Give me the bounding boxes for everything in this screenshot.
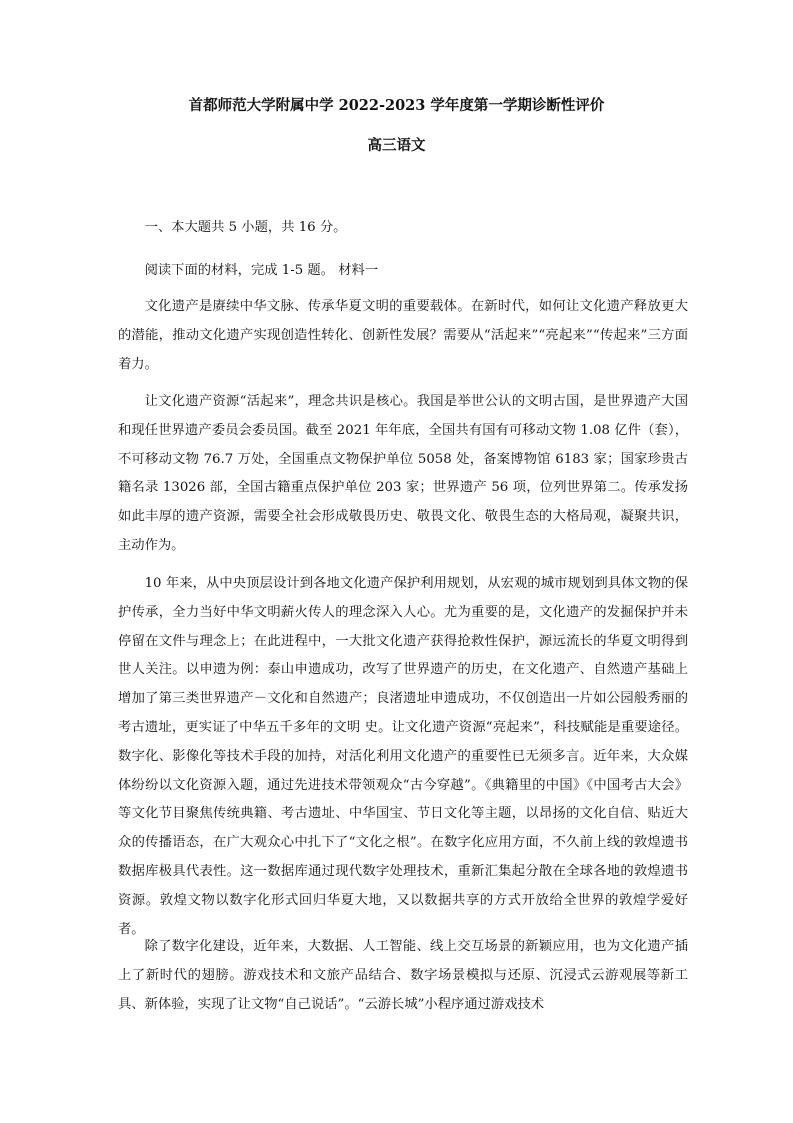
paragraph-1: 文化遗产是赓续中华文脉、传承华夏文明的重要载体。在新时代，如何让文化遗产释放更大的潜能，推动文化遗产实现创造性转化、创新性发展？需要从“活起来”“亮起来”“传起来”三方面着力。	[118, 299, 688, 372]
paragraph-3: 10 年来，从中央顶层设计到各地文化遗产保护利用规划，从宏观的城市规划到具体文物的保护传承，全力当好中华文明薪火传人的理念深入人心。尤为重要的是，文化遗产的发掘保护并未停留在文件与理念上；在此进程中，一大批文化遗产获得抢救性保护，源远流长的华夏文明得到世人关注。以申遗为例：泰山申遗成功，改写了世界遗产的历史，在文化遗产、自然遗产基础上增加了第三类世界遗产－文化和自然遗产；良渚遗址申遗成功，不仅创造出一片如公园般秀丽的考古遗址，更实证了中华五千多年的文明 史。让文化遗产资源“亮起来”，科技赋能是重要途径。数字化、影像化等技术手段的加持，对活化利用文化遗产的重要性已无须多言。近年来，大众媒体纷纷以文化资源入题，通过先进技术带领观众“古今穿越”。《典籍里的中国》《中国考古大会》等文化节目聚焦传统典籍、考古遗址、中华国宝、节日文化等主题，以昂扬的文化自信、贴近大众的传播语态，在广大观众心中扎下了“文化之根”。在数字化应用方面，不久前上线的敦煌遗书数据库极具代表性。这一数据库通过现代数字处理技术，重新汇集起分散在全球各地的敦煌遗书资源。敦煌文物以数字化形式回归华夏大地，又以数据共享的方式开放给全世界的敦煌学爱好者。	[118, 576, 688, 937]
exam-title: 首都师范大学附属中学 2022-2023 学年度第一学期诊断性评价	[188, 97, 605, 114]
paragraph-4: 除了数字化建设，近年来，大数据、人工智能、线上交互场景的新颖应用，也为文化遗产插上了新时代的翅膀。游戏技术和文旅产品结合、数字场景模拟与还原、沉浸式云游观展等新工具、新体验，实现了让文物“自己说话”。“云游长城”小程序通过游戏技术	[118, 939, 688, 1012]
subject-title: 高三语文	[367, 137, 426, 154]
section-instruction: 阅读下面的材料，完成 1-5 题。 材料一	[144, 263, 379, 278]
paragraph-2: 让文化遗产资源“活起来”，理念共识是核心。我国是举世公认的文明古国，是世界遗产大国和现任世界遗产委员会委员国。截至 2021 年年底，全国共有国有可移动文物 1.08 亿件（套），不可移动文物 76.7 万处，全国重点文物保护单位 5058 处，备案博物馆 6183 家；国家珍贵古籍名录 13026 部，全国古籍重点保护单位 203 家；世界遗产 56 项，位列世界第二。传承发扬如此丰厚的遗产资源，需要全社会形成敬畏历史、敬畏文化、敬畏生态的大格局观，凝聚共识，主动作为。	[118, 394, 688, 553]
section-heading: 一、本大题共 5 小题，共 16 分。	[144, 220, 347, 235]
